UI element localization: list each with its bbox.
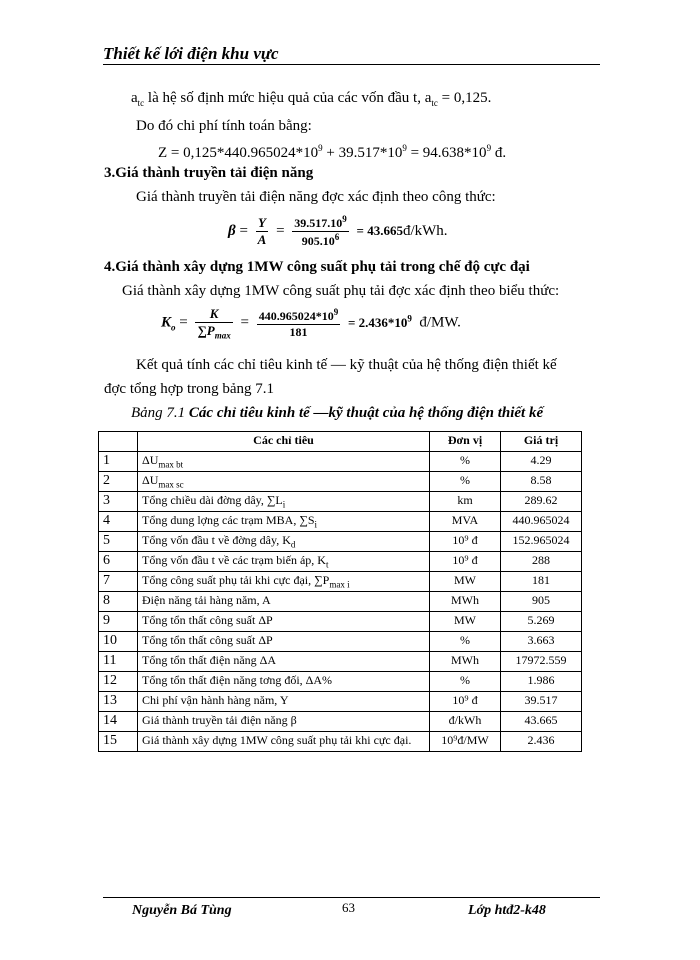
row-label-text: Chi phí vận hành hàng năm, Y xyxy=(142,693,289,707)
row-number: 5 xyxy=(99,532,138,552)
row-label-text: Tổng dung lợng các trạm MBA, ∑S xyxy=(142,513,315,527)
row-unit: MWh xyxy=(430,652,501,672)
table-row xyxy=(99,612,582,632)
row-label-sub: max i xyxy=(329,579,350,590)
row-unit: 10⁹ đ xyxy=(430,692,501,712)
table-row xyxy=(99,512,582,532)
row-value: 5.269 xyxy=(501,612,582,632)
row-label-text: Tổng tổn thất công suất ΔP xyxy=(142,613,273,627)
row-number: 1 xyxy=(99,452,138,472)
row-label xyxy=(138,652,430,672)
row-number: 3 xyxy=(99,492,138,512)
row-unit: 10⁹ đ xyxy=(430,532,501,552)
table-row xyxy=(99,692,582,712)
z-exp-1: 9 xyxy=(318,143,323,153)
table-header-row xyxy=(99,432,582,452)
row-value: 905 xyxy=(501,592,582,612)
row-label xyxy=(138,512,430,532)
section-3-heading: 3.Giá thành truyền tải điện năng xyxy=(104,165,314,181)
row-unit: % xyxy=(430,472,501,492)
row-unit: MW xyxy=(430,572,501,592)
beta-eq: = xyxy=(239,222,248,239)
row-unit: km xyxy=(430,492,501,512)
table-row xyxy=(99,592,582,612)
row-label-text: Giá thành truyền tải điện năng β xyxy=(142,713,297,727)
row-label xyxy=(138,532,430,552)
z-formula xyxy=(158,143,506,162)
row-number: 8 xyxy=(99,592,138,612)
row-label xyxy=(138,572,430,592)
section-4-desc: Giá thành xây dựng 1MW công suất phụ tải đợc xác định theo biểu thức: xyxy=(122,283,560,299)
ko-result: = 2.436*10 xyxy=(347,314,408,330)
ate-value: = 0,125. xyxy=(437,90,492,106)
ko-den-sub: max xyxy=(214,330,231,341)
page-header-title: Thiết kế lới điện khu vực xyxy=(103,44,279,63)
row-number: 15 xyxy=(99,732,138,752)
row-label-text: Tổng vốn đầu t về đờng dây, K xyxy=(142,533,291,547)
table-body xyxy=(99,452,582,752)
row-label-sub: max sc xyxy=(158,479,184,490)
beta-value-fraction xyxy=(292,214,349,249)
table-row xyxy=(99,572,582,592)
row-value: 181 xyxy=(501,572,582,592)
table-row xyxy=(99,472,582,492)
ko-result-exp: 9 xyxy=(407,313,412,324)
row-label xyxy=(138,492,430,512)
row-unit: % xyxy=(430,672,501,692)
header-rule xyxy=(103,64,600,65)
z-part-d: đ. xyxy=(491,145,507,161)
row-label-text: Giá thành xây dựng 1MW công suất phụ tải khi cực đại. xyxy=(142,733,412,747)
ko-eq-2: = xyxy=(240,314,249,331)
row-unit: % xyxy=(430,452,501,472)
caption-text: Các chỉ tiêu kinh tế —kỹ thuật của hệ thống điện thiết kế xyxy=(185,405,544,421)
table-row xyxy=(99,532,582,552)
table-row xyxy=(99,652,582,672)
row-number: 6 xyxy=(99,552,138,572)
header-no xyxy=(99,432,138,452)
cost-intro: Do đó chi phí tính toán bằng: xyxy=(136,118,312,134)
row-label xyxy=(138,692,430,712)
row-unit: MWh xyxy=(430,592,501,612)
table-row xyxy=(99,732,582,752)
beta-unit: đ/kWh. xyxy=(402,222,448,239)
ko-symbol: K xyxy=(161,314,172,331)
row-label-sub: t xyxy=(325,559,329,570)
ate-symbol-2: a xyxy=(424,90,432,106)
beta-formula xyxy=(228,214,448,249)
ate-symbol: a xyxy=(131,90,138,106)
row-label xyxy=(138,672,430,692)
beta-num-val: 39.517.10 xyxy=(294,216,343,230)
row-label-sub: d xyxy=(290,539,296,550)
row-value: 8.58 xyxy=(501,472,582,492)
row-label-sub: max bt xyxy=(158,459,184,470)
row-value: 43.665 xyxy=(501,712,582,732)
row-unit: 10⁹đ/MW xyxy=(430,732,501,752)
beta-symbol: β xyxy=(228,222,236,239)
ate-definition xyxy=(131,90,491,108)
z-part-a: Z = 0,125*440.965024*10 xyxy=(158,145,319,161)
z-exp-3: 9 xyxy=(486,143,492,153)
ko-symbol-fraction xyxy=(195,306,232,341)
table-row xyxy=(99,672,582,692)
table-row xyxy=(99,632,582,652)
beta-den-sym: A xyxy=(257,232,267,247)
row-label-text: Điện năng tải hàng năm, A xyxy=(142,593,271,607)
table-caption xyxy=(131,405,543,422)
row-unit: 10⁹ đ xyxy=(430,552,501,572)
row-label-text: Tổng vốn đầu t về các trạm biến áp, K xyxy=(142,553,326,567)
row-label-sub: i xyxy=(314,519,318,530)
row-label-text: Tổng tổn thất điện năng tơng đối, ΔA% xyxy=(142,673,333,687)
section-4-heading: 4.Giá thành xây dựng 1MW công suất phụ tải trong chế độ cực đại xyxy=(104,259,530,275)
row-label-text: Tổng tổn thất điện năng ΔA xyxy=(142,653,277,667)
row-label-text: Tổng công suất phụ tải khi cực đại, ∑P xyxy=(142,573,330,587)
ate-sub-2: tc xyxy=(431,98,438,108)
row-number: 14 xyxy=(99,712,138,732)
row-label xyxy=(138,592,430,612)
row-value: 289.62 xyxy=(501,492,582,512)
table-row xyxy=(99,712,582,732)
ko-eq: = xyxy=(179,314,188,331)
ko-num-exp: 9 xyxy=(333,306,339,317)
row-label xyxy=(138,632,430,652)
beta-eq-2: = xyxy=(276,222,285,239)
section-3-desc: Giá thành truyền tải điện năng đợc xác định theo công thức: xyxy=(136,189,496,205)
row-number: 13 xyxy=(99,692,138,712)
ko-sub: o xyxy=(171,322,176,333)
row-label xyxy=(138,552,430,572)
ko-unit: đ/MW. xyxy=(419,314,461,331)
row-label-text: ΔU xyxy=(142,453,159,467)
row-number: 7 xyxy=(99,572,138,592)
ate-text: là hệ số định mức hiệu quả của các vốn đầu t, xyxy=(144,90,425,106)
row-value: 17972.559 xyxy=(501,652,582,672)
row-number: 12 xyxy=(99,672,138,692)
row-value: 440.965024 xyxy=(501,512,582,532)
header-unit: Đơn vị xyxy=(430,432,501,452)
row-value: 3.663 xyxy=(501,632,582,652)
ko-value-fraction xyxy=(257,307,341,340)
caption-label: Bảng 7.1 xyxy=(131,405,186,421)
beta-den-exp: 6 xyxy=(334,232,340,242)
row-value: 39.517 xyxy=(501,692,582,712)
row-unit: MW xyxy=(430,612,501,632)
row-label xyxy=(138,452,430,472)
row-label xyxy=(138,472,430,492)
footer-class: Lớp htđ2-k48 xyxy=(468,903,546,918)
z-exp-2: 9 xyxy=(402,143,407,153)
ko-num-val: 440.965024*10 xyxy=(258,308,334,323)
table-row xyxy=(99,452,582,472)
ko-den-val: 181 xyxy=(289,324,308,339)
table-row xyxy=(99,552,582,572)
row-unit: % xyxy=(430,632,501,652)
summary-line-1: Kết quả tính các chỉ tiêu kinh tế — kỹ thuật của hệ thống điện thiết kế xyxy=(136,357,557,373)
row-label xyxy=(138,612,430,632)
row-label xyxy=(138,732,430,752)
z-part-b: + 39.517*10 xyxy=(322,145,403,161)
row-number: 11 xyxy=(99,652,138,672)
ko-num-sym: K xyxy=(195,306,232,323)
ate-sub: tc xyxy=(137,98,145,108)
row-value: 2.436 xyxy=(501,732,582,752)
row-value: 1.986 xyxy=(501,672,582,692)
row-label-text: Tổng tổn thất công suất ΔP xyxy=(142,633,273,647)
page-number: 63 xyxy=(342,900,355,915)
row-label-text: ΔU xyxy=(142,473,159,487)
ko-formula xyxy=(161,306,461,341)
ko-den-sym: ∑P xyxy=(197,323,215,338)
row-label-sub: i xyxy=(282,499,286,510)
table-row xyxy=(99,492,582,512)
row-number: 4 xyxy=(99,512,138,532)
beta-den-val: 905.10 xyxy=(301,234,335,248)
summary-line-2: đợc tổng hợp trong bảng 7.1 xyxy=(104,381,275,397)
row-unit: đ/kWh xyxy=(430,712,501,732)
row-unit: MVA xyxy=(430,512,501,532)
header-value: Giá trị xyxy=(501,432,582,452)
row-value: 152.965024 xyxy=(501,532,582,552)
row-label xyxy=(138,712,430,732)
row-number: 9 xyxy=(99,612,138,632)
row-value: 288 xyxy=(501,552,582,572)
beta-symbol-fraction xyxy=(256,215,269,248)
beta-result: = 43.665 xyxy=(356,222,403,238)
footer-rule xyxy=(103,897,600,898)
row-number: 2 xyxy=(99,472,138,492)
footer-author: Nguyễn Bá Tùng xyxy=(132,903,232,918)
indicator-table xyxy=(98,431,582,752)
row-number: 10 xyxy=(99,632,138,652)
beta-num-sym: Y xyxy=(256,215,269,232)
header-indicator: Các chỉ tiêu xyxy=(138,432,430,452)
beta-num-exp: 9 xyxy=(342,214,347,224)
row-value: 4.29 xyxy=(501,452,582,472)
row-label-text: Tổng chiều dài đờng dây, ∑L xyxy=(142,493,283,507)
z-part-c: = 94.638*10 xyxy=(406,145,487,161)
